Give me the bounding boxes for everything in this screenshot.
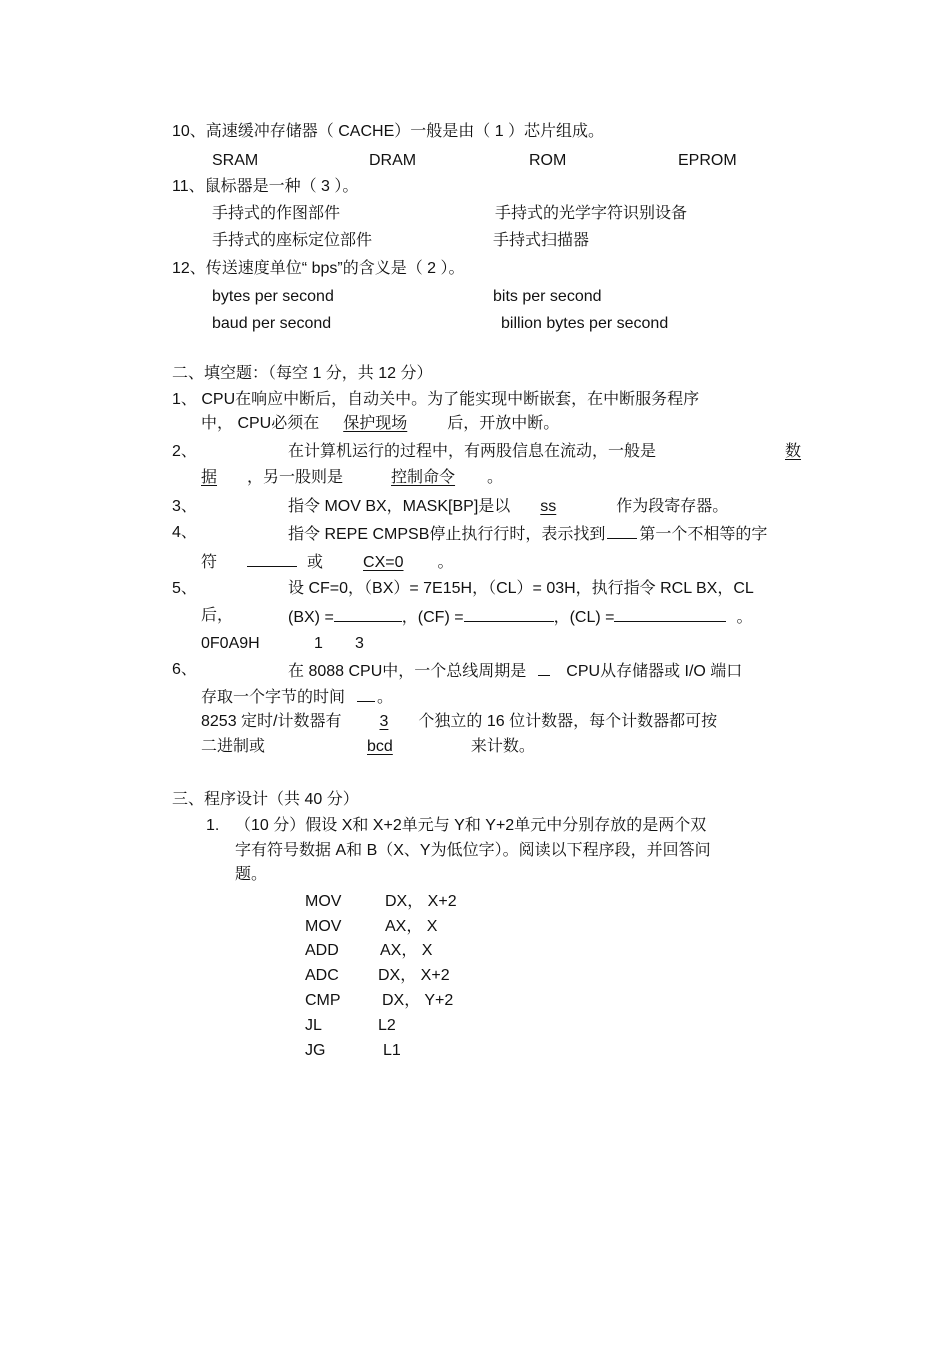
prog1-line1: （10 分）假设 X和 X+2单元与 Y和 Y+2单元中分别存放的是两个双	[235, 817, 707, 834]
prog1-line3: 题。	[235, 866, 268, 883]
fill1-line2: 中， CPU必须在 保护现场 后，开放中断。	[201, 415, 560, 432]
q12-option-b: bits per second	[493, 288, 602, 305]
q12-option-a: bytes per second	[212, 288, 334, 305]
fill2-line1-answer: 数	[785, 443, 802, 460]
code-args-7: L1	[383, 1042, 401, 1059]
code-args-1: DX， X+2	[385, 893, 457, 910]
fill2-answer-b: 控制命令	[391, 469, 456, 486]
section3-heading: 三、程序设计（共 40 分）	[172, 791, 359, 808]
code-op-2: MOV	[305, 918, 342, 935]
code-op-1: MOV	[305, 893, 342, 910]
fill7-line1: 8253 定时/计数器有 3 个独立的 16 位计数器，每个计数器都可按	[201, 713, 718, 730]
q10-option-d: EPROM	[678, 152, 737, 169]
fill5-line1: 设 CF=0，（BX）= 7E15H，（CL）= 03H，执行指令 RCL BX，CL	[288, 580, 754, 597]
fill5-number: 5、	[172, 580, 197, 597]
prog1-line2: 字有符号数据 A和 B（X、Y为低位字）。阅读以下程序段，并回答问	[235, 842, 711, 859]
code-op-4: ADC	[305, 967, 339, 984]
fill3-answer: ss	[540, 498, 557, 515]
fill1-answer: 保护现场	[343, 415, 408, 432]
q10-option-c: ROM	[529, 152, 567, 169]
q11-option-d: 手持式扫描器	[493, 232, 590, 249]
fill5-line2-after: 后，	[201, 607, 234, 624]
fill2-line1: 在计算机运行的过程中，有两股信息在流动，一般是	[288, 443, 657, 460]
fill6-number: 6、	[172, 661, 197, 678]
fill4-number: 4、	[172, 524, 197, 541]
code-args-3: AX， X	[380, 942, 433, 959]
fill4-line2: 符 或 CX=0 。	[201, 551, 454, 573]
q11-option-c: 手持式的座标定位部件	[212, 232, 373, 249]
q11-option-a: 手持式的作图部件	[212, 205, 341, 222]
fill5-answer-cl: 3	[355, 635, 364, 652]
fill6-line2: 存取一个字节的时间 。	[201, 686, 393, 708]
fill2-number: 2、	[172, 443, 197, 460]
q12-option-c: baud per second	[212, 315, 332, 332]
q10-option-b: DRAM	[369, 152, 417, 169]
code-op-7: JG	[305, 1042, 326, 1059]
section2-heading: 二、填空题：（每空 1 分，共 12 分）	[172, 365, 433, 382]
q11-option-b: 手持式的光学字符识别设备	[495, 205, 688, 222]
code-op-5: CMP	[305, 992, 341, 1009]
fill2-line2: 据 ，另一股则是 控制命令 。	[201, 469, 504, 486]
code-args-6: L2	[378, 1017, 396, 1034]
fill4-line1: 指令 REPE CMPSB停止执行行时，表示找到 第一个不相等的字	[288, 523, 767, 545]
code-args-2: AX， X	[385, 918, 438, 935]
fill5-answer-bx: 0F0A9H	[201, 635, 260, 652]
q12-stem: 12、传送速度单位“ bps”的含义是（ 2 ）。	[172, 260, 465, 277]
fill1-line1: 1、 CPU在响应中断后，自动关中。为了能实现中断嵌套，在中断服务程序	[172, 391, 700, 408]
fill5-answer-cf: 1	[314, 635, 323, 652]
code-args-5: DX， Y+2	[382, 992, 454, 1009]
q10-option-a: SRAM	[212, 152, 259, 169]
fill6-line1: 在 8088 CPU中，一个总线周期是 CPU从存储器或 I/O 端口	[288, 660, 742, 682]
fill7-line2: 二进制或 bcd 来计数。	[201, 738, 535, 755]
q11-stem: 11、鼠标器是一种（ 3 ）。	[172, 178, 359, 195]
code-op-3: ADD	[305, 942, 339, 959]
fill3-line: 指令 MOV BX，MASK[BP]是以 ss 作为段寄存器。	[288, 498, 729, 515]
fill2-answer-a: 据	[201, 469, 218, 486]
fill3-number: 3、	[172, 498, 197, 515]
fill5-line2: (BX) = ，(CF) = ，(CL) = 。	[288, 606, 753, 628]
code-op-6: JL	[305, 1017, 322, 1034]
fill7-answer-count: 3	[379, 713, 389, 730]
fill4-answer: CX=0	[363, 554, 404, 571]
prog1-number: 1.	[206, 817, 220, 834]
q12-option-d: billion bytes per second	[501, 315, 669, 332]
code-args-4: DX， X+2	[378, 967, 450, 984]
q10-stem: 10、高速缓冲存储器（ CACHE）一般是由（ 1 ）芯片组成。	[172, 123, 605, 140]
fill7-answer-mode: bcd	[367, 738, 393, 755]
